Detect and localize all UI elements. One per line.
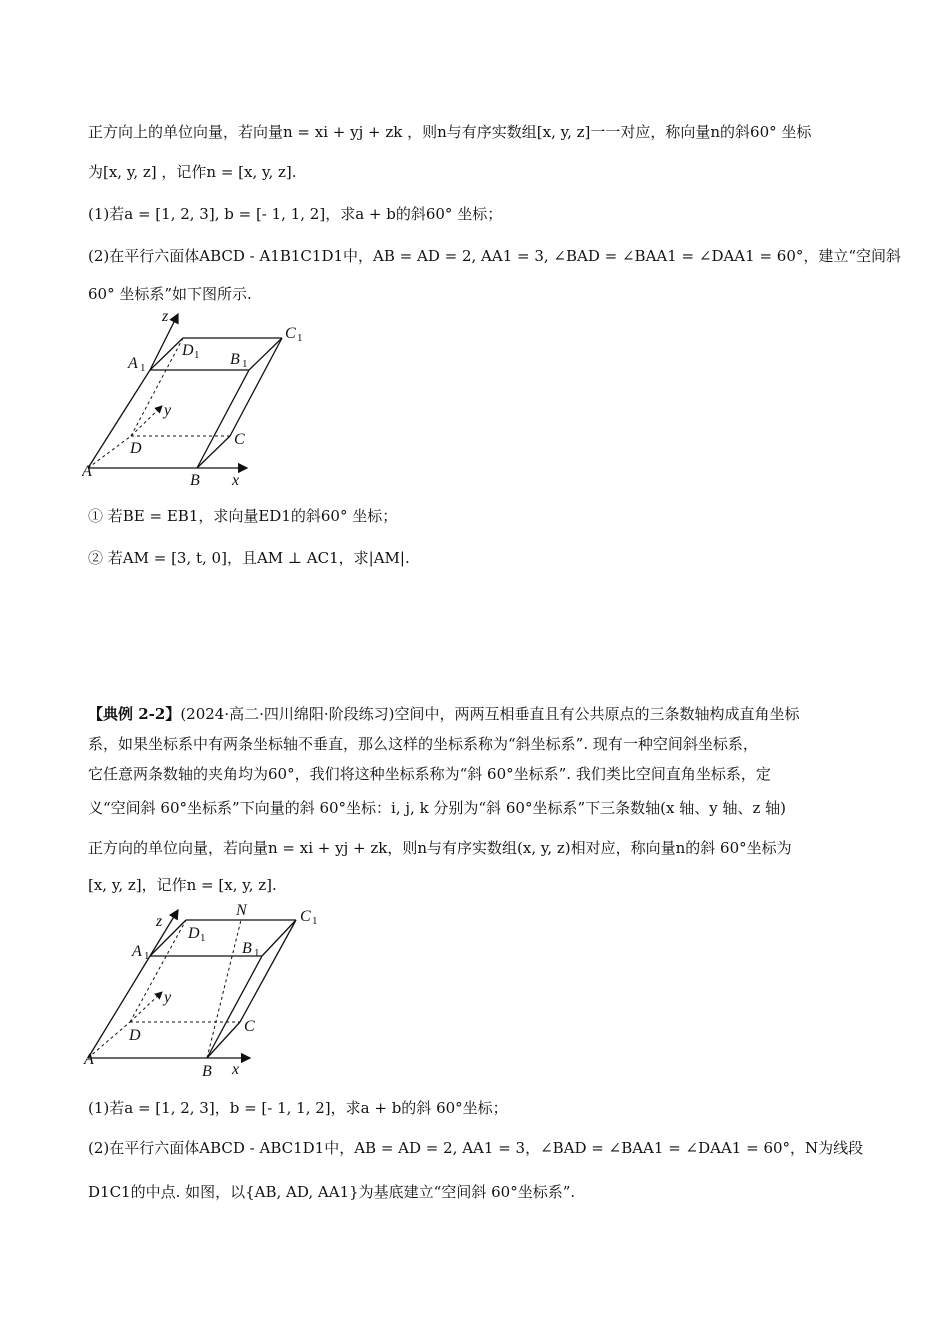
example-tag: 【典例 2-2】 — [88, 705, 181, 723]
label-C: C — [244, 1018, 255, 1035]
label-B1-sub: 1 — [254, 947, 260, 959]
label-D1-sub: 1 — [194, 349, 200, 361]
p1-line1: 正方向上的单位向量，若向量n = xi + yj + zk ，则n与有序实数组[x, y, z]一一对应，称向量n的斜60° 坐标 — [88, 123, 812, 141]
p2-line4: 义“空间斜 60°坐标系”下向量的斜 60°坐标：i, j, k 分别为“斜 60°坐标系”下三条数轴(x 轴、y 轴、z 轴) — [88, 799, 786, 817]
parallelepiped-figure-1 — [82, 306, 312, 486]
edge-BN-hidden — [207, 920, 241, 1058]
p2-line5: 正方向的单位向量，若向量n = xi + yj + zk，则n与有序实数组(x, y, z)相对应，称向量n的斜 60°坐标为 — [88, 839, 792, 857]
label-A1-sub: 1 — [140, 362, 146, 374]
label-B1: B — [230, 351, 240, 368]
edge-AD-hidden — [88, 436, 131, 468]
p2-line1 — [88, 702, 800, 726]
label-N: N — [236, 902, 247, 919]
p1-subquestion1: ① 若BE = EB1，求向量ED1的斜60° 坐标； — [88, 507, 398, 525]
p1-question1: (1)若a = [1, 2, 3], b = [- 1, 1, 2]，求a + b的斜60° 坐标； — [88, 205, 503, 223]
label-A1: A — [128, 355, 138, 372]
p2-question2-cont: D1C1的中点. 如图，以{AB, AD, AA1}为基底建立“空间斜 60°坐标系”. — [88, 1183, 576, 1201]
label-z: z — [162, 308, 169, 325]
label-D1: D — [188, 925, 200, 942]
label-D1-sub: 1 — [200, 932, 206, 944]
edge-AD-hidden — [88, 1022, 130, 1058]
p1-subquestion2: ② 若AM = [3, t, 0]，且AM ⊥ AC1，求|AM|. — [88, 549, 410, 567]
parallelepiped-figure-2 — [82, 900, 322, 1080]
label-C1-sub: 1 — [312, 915, 318, 927]
p2-question1: (1)若a = [1, 2, 3]，b = [- 1, 1, 2]，求a + b的斜 60°坐标； — [88, 1099, 508, 1117]
label-y: y — [164, 402, 172, 419]
label-D: D — [130, 440, 142, 457]
label-C1-sub: 1 — [297, 332, 303, 344]
label-C: C — [234, 431, 245, 448]
label-x: x — [232, 472, 240, 486]
edge-BB1 — [207, 956, 262, 1058]
p2-line2: 系，如果坐标系中有两条坐标轴不垂直，那么这样的坐标系称为“斜坐标系”. 现有一种空间斜坐标系， — [88, 735, 758, 753]
label-x: x — [232, 1061, 240, 1078]
label-A1-sub: 1 — [144, 950, 150, 962]
label-C1: C — [300, 908, 311, 925]
label-A: A — [84, 1051, 94, 1068]
edge-DD1-hidden — [130, 920, 186, 1022]
p1-question2-cont: 60° 坐标系”如下图所示. — [88, 285, 252, 303]
edge-BC — [197, 436, 230, 468]
edge-AA1 — [88, 956, 150, 1058]
y-axis — [130, 992, 162, 1022]
p1-line2: 为[x, y, z] ，记作n = [x, y, z]. — [88, 163, 297, 181]
label-A: A — [82, 463, 92, 480]
edge-B1C1 — [249, 338, 282, 370]
label-z: z — [156, 913, 163, 930]
p2-line6: [x, y, z]，记作n = [x, y, z]. — [88, 876, 277, 894]
label-A1: A — [132, 943, 142, 960]
p2-question2: (2)在平行六面体ABCD - ABC1D1中，AB = AD = 2, AA1 = 3，∠BAD = ∠BAA1 = ∠DAA1 = 60°，N为线段 — [88, 1139, 864, 1157]
p1-question2: (2)在平行六面体ABCD - A1B1C1D1中，AB = AD = 2, AA1 = 3, ∠BAD = ∠BAA1 = ∠DAA1 = 60°，建立“空间斜 — [88, 247, 902, 265]
label-B: B — [202, 1063, 212, 1080]
edge-BB1 — [197, 370, 249, 468]
label-C1: C — [285, 325, 296, 342]
label-D: D — [129, 1027, 141, 1044]
edge-A1D1 — [150, 338, 183, 370]
label-B: B — [190, 472, 200, 486]
label-B1: B — [242, 940, 252, 957]
label-D1: D — [182, 342, 194, 359]
y-axis — [131, 406, 162, 436]
p2-line1-text: (2024·高二·四川绵阳·阶段练习)空间中，两两互相垂直且有公共原点的三条数轴构成直角坐标 — [180, 705, 800, 723]
label-B1-sub: 1 — [242, 358, 248, 370]
edge-CC1 — [240, 920, 296, 1022]
label-y: y — [164, 989, 172, 1006]
p2-line3: 它任意两条数轴的夹角均为60°，我们将这种坐标系称为“斜 60°坐标系”. 我们类比空间直角坐标系，定 — [88, 765, 771, 783]
